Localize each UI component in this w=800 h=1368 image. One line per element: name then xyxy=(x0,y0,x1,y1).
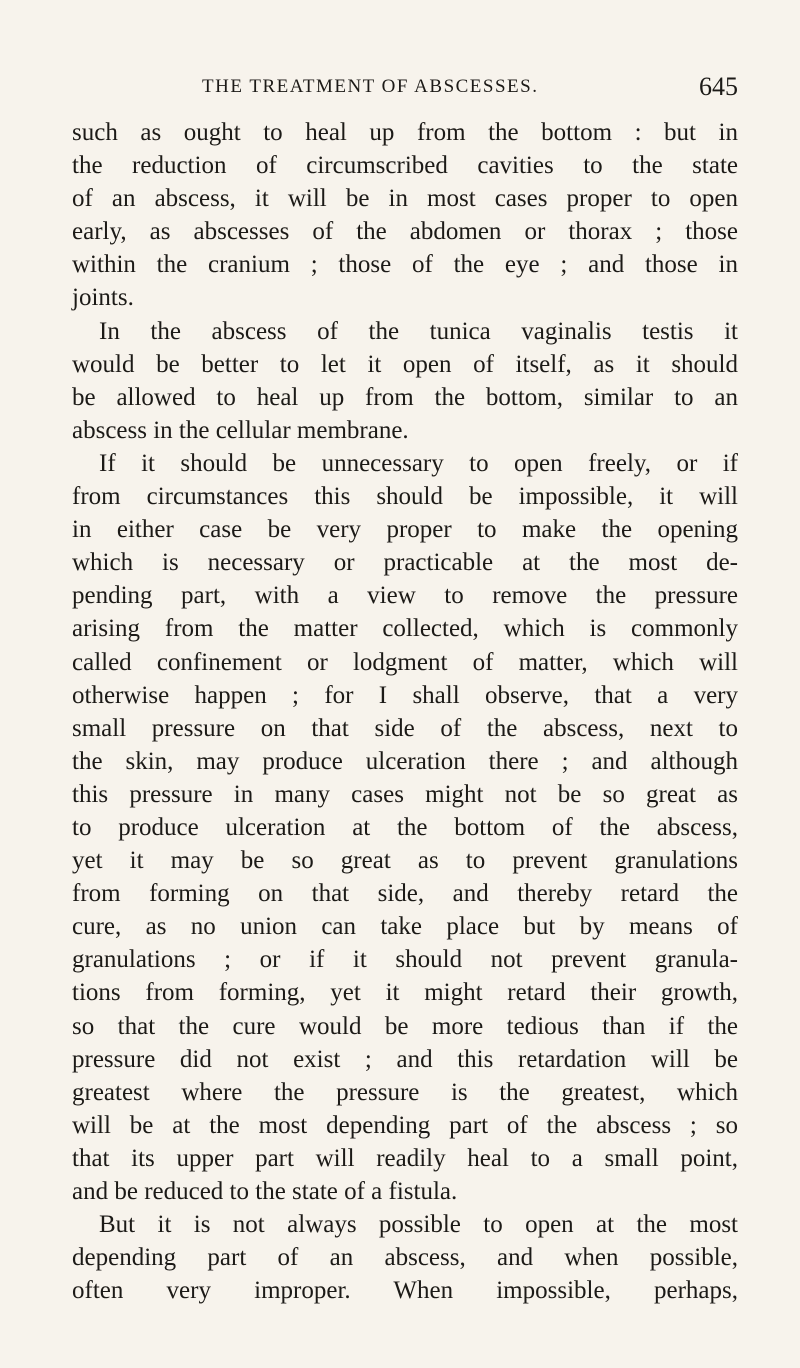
text-line: this pressure in many cases might not be so great as xyxy=(72,780,738,808)
text-line: greatest where the pressure is the greatest, which xyxy=(72,1078,738,1106)
text-line: In the abscess of the tunica vaginalis testis it xyxy=(99,317,738,345)
text-line: which is necessary or practicable at the most de- xyxy=(72,549,738,577)
text-line: granulations ; or if it should not prevent granula- xyxy=(72,946,738,974)
text-line: depending part of an abscess, and when possible, xyxy=(72,1244,738,1272)
paragraph xyxy=(72,447,738,1208)
paragraph xyxy=(72,1208,738,1307)
text-line: so that the cure would be more tedious than if the xyxy=(72,1012,738,1040)
text-line: the skin, may produce ulceration there ; and although xyxy=(72,747,738,775)
text-line: small pressure on that side of the abscess, next to xyxy=(72,714,738,742)
text-line: to produce ulceration at the bottom of the abscess, xyxy=(72,813,738,841)
text-line: But it is not always possible to open at the most xyxy=(99,1211,738,1239)
text-line: joints. xyxy=(72,284,134,312)
body-text xyxy=(72,116,738,1307)
text-line: early, as abscesses of the abdomen or thorax ; those xyxy=(72,218,738,246)
text-line: would be better to let it open of itself, as it should xyxy=(72,350,738,378)
text-line: such as ought to heal up from the bottom : but in xyxy=(72,119,738,146)
paragraph xyxy=(72,315,738,447)
running-head xyxy=(72,62,738,102)
text-line: be allowed to heal up from the bottom, similar to an xyxy=(72,383,738,411)
text-line: otherwise happen ; for I shall observe, that a very xyxy=(72,681,738,709)
text-line: yet it may be so great as to prevent granulations xyxy=(72,847,738,875)
text-line: tions from forming, yet it might retard their growth, xyxy=(72,979,738,1007)
text-line: in either case be very proper to make the opening xyxy=(72,516,738,544)
paragraph xyxy=(72,116,738,315)
text-line: from forming on that side, and thereby retard the xyxy=(72,880,738,908)
page-number: 645 xyxy=(699,72,738,101)
text-line: and be reduced to the state of a fistula. xyxy=(72,1178,458,1205)
text-line: will be at the most depending part of the abscess ; so xyxy=(72,1111,738,1139)
text-line: the reduction of circumscribed cavities to the state xyxy=(72,152,738,180)
text-line: of an abscess, it will be in most cases proper to open xyxy=(72,185,738,213)
text-line: arising from the matter collected, which is commonly xyxy=(72,615,738,643)
text-line: pending part, with a view to remove the pressure xyxy=(72,582,738,610)
text-line: If it should be unnecessary to open freely, or if xyxy=(99,449,738,477)
text-line: abscess in the cellular membrane. xyxy=(72,416,409,444)
text-line: called confinement or lodgment of matter, which will xyxy=(72,648,738,676)
text-line: within the cranium ; those of the eye ; and those in xyxy=(72,251,738,279)
text-line: from circumstances this should be impossible, it will xyxy=(72,483,738,511)
text-line: cure, as no union can take place but by means of xyxy=(72,913,738,941)
text-line: that its upper part will readily heal to a small point, xyxy=(72,1144,738,1172)
text-line: pressure did not exist ; and this retardation will be xyxy=(72,1045,738,1073)
running-head-title: THE TREATMENT OF ABSCESSES. xyxy=(202,76,539,97)
text-line: often very improper. When impossible, perhaps, xyxy=(72,1277,738,1305)
